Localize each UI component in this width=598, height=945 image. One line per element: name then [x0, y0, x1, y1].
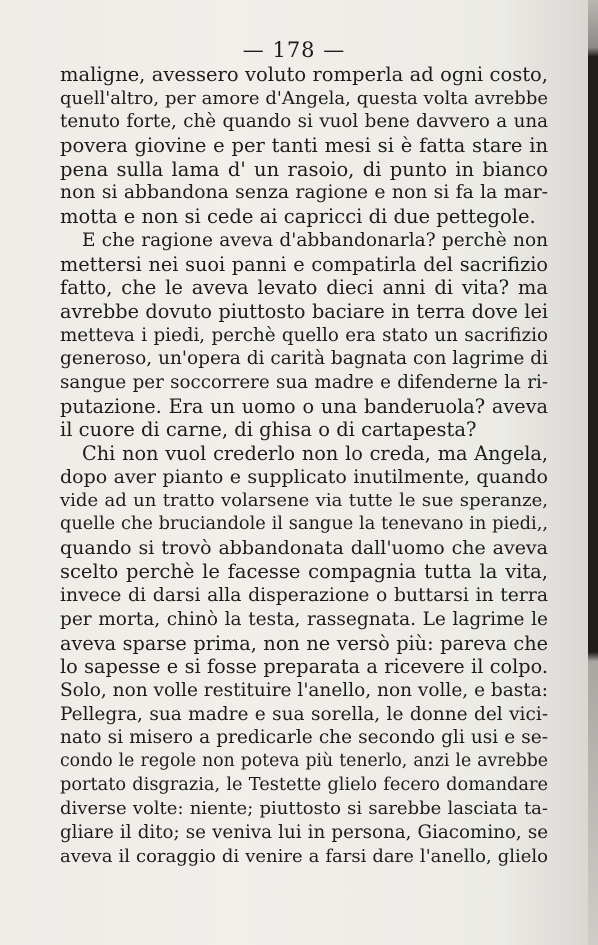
text-line: Pellegra, sua madre e sua sorella, le donne del vici-	[60, 703, 548, 725]
text-line: E che ragione aveva d'abbandonarla? perchè non	[82, 229, 548, 251]
text-line: sangue per soccorrere sua madre e difenderne la ri-	[60, 371, 548, 393]
text-line: maligne, avessero voluto romperla ad ogni costo,	[60, 63, 548, 86]
text-line: aveva sparse prima, non ne versò più: pareva che	[60, 631, 548, 655]
text-line: vide ad un tratto volarsene via tutte le sue speranze,	[60, 490, 548, 512]
text-line: quelle che bruciandole il sangue la tenevano in piedi,,	[60, 514, 548, 535]
text-line: aveva il coraggio di venire a farsi dare l'anello, glielo	[60, 845, 548, 867]
page-number: — 178 —	[242, 38, 346, 62]
text-line: nato si misero a predicarle che secondo gli usi e se-	[60, 727, 548, 749]
text-line: avrebbe dovuto piuttosto baciare in terra dove lei	[60, 299, 548, 323]
text-line: diverse volte: niente; piuttosto si sarebbe lasciata ta-	[60, 798, 548, 820]
text-line: fatto, che le aveva levato dieci anni di vita? ma	[60, 276, 548, 300]
text-line: Chi non vuol crederlo non lo creda, ma Angela,	[82, 442, 548, 465]
text-line: condo le regole non poteva più tenerlo, anzi le avrebbe	[60, 750, 548, 771]
text-line: scelto perchè le facesse compagnia tutta la vita,	[60, 560, 548, 584]
text-line: mettersi nei suoi panni e compatirla del sacrifizio	[60, 252, 548, 276]
text-line: portato disgrazia, le Testette glielo fecero domandare	[60, 774, 548, 795]
text-line: generoso, un'opera di carità bagnata con lagrime di	[60, 348, 548, 370]
text-line: dopo aver pianto e supplicato inutilmente, quando	[60, 465, 548, 488]
text-line: quando si trovò abbandonata dall'uomo che aveva	[60, 536, 548, 559]
text-line: il cuore di carne, di ghisa o di cartapesta?	[60, 418, 477, 442]
text-line: povera giovine e per tanti mesi si è fatta stare in	[60, 134, 548, 158]
text-line: metteva i piedi, perchè quello era stato un sacrifizio	[60, 324, 548, 346]
text-line: quell'altro, per amore d'Angela, questa volta avrebbe	[60, 87, 548, 109]
text-line: lo sapesse e si fosse preparata a ricevere il colpo.	[60, 655, 548, 679]
text-line: invece di darsi alla disperazione o buttarsi in terra	[60, 585, 548, 607]
text-line: pena sulla lama d' un rasoio, di punto in bianco	[60, 157, 548, 181]
text-line: gliare il dito; se veniva lui in persona, Giacomino, se	[60, 822, 548, 843]
body-text	[60, 63, 548, 868]
page-binding-edge	[588, 0, 598, 945]
text-line: per morta, chinò la testa, rassegnata. Le lagrime le	[60, 608, 548, 630]
text-line: Solo, non volle restituire l'anello, non volle, e basta:	[60, 679, 548, 701]
text-line: motta e non si cede ai capricci di due pettegole.	[60, 205, 536, 229]
text-line: tenuto forte, chè quando si vuol bene davvero a una	[60, 111, 548, 133]
text-line: putazione. Era un uomo o una banderuola? aveva	[60, 394, 548, 418]
text-line: non si abbandona senza ragione e non si fa la mar-	[60, 182, 548, 204]
